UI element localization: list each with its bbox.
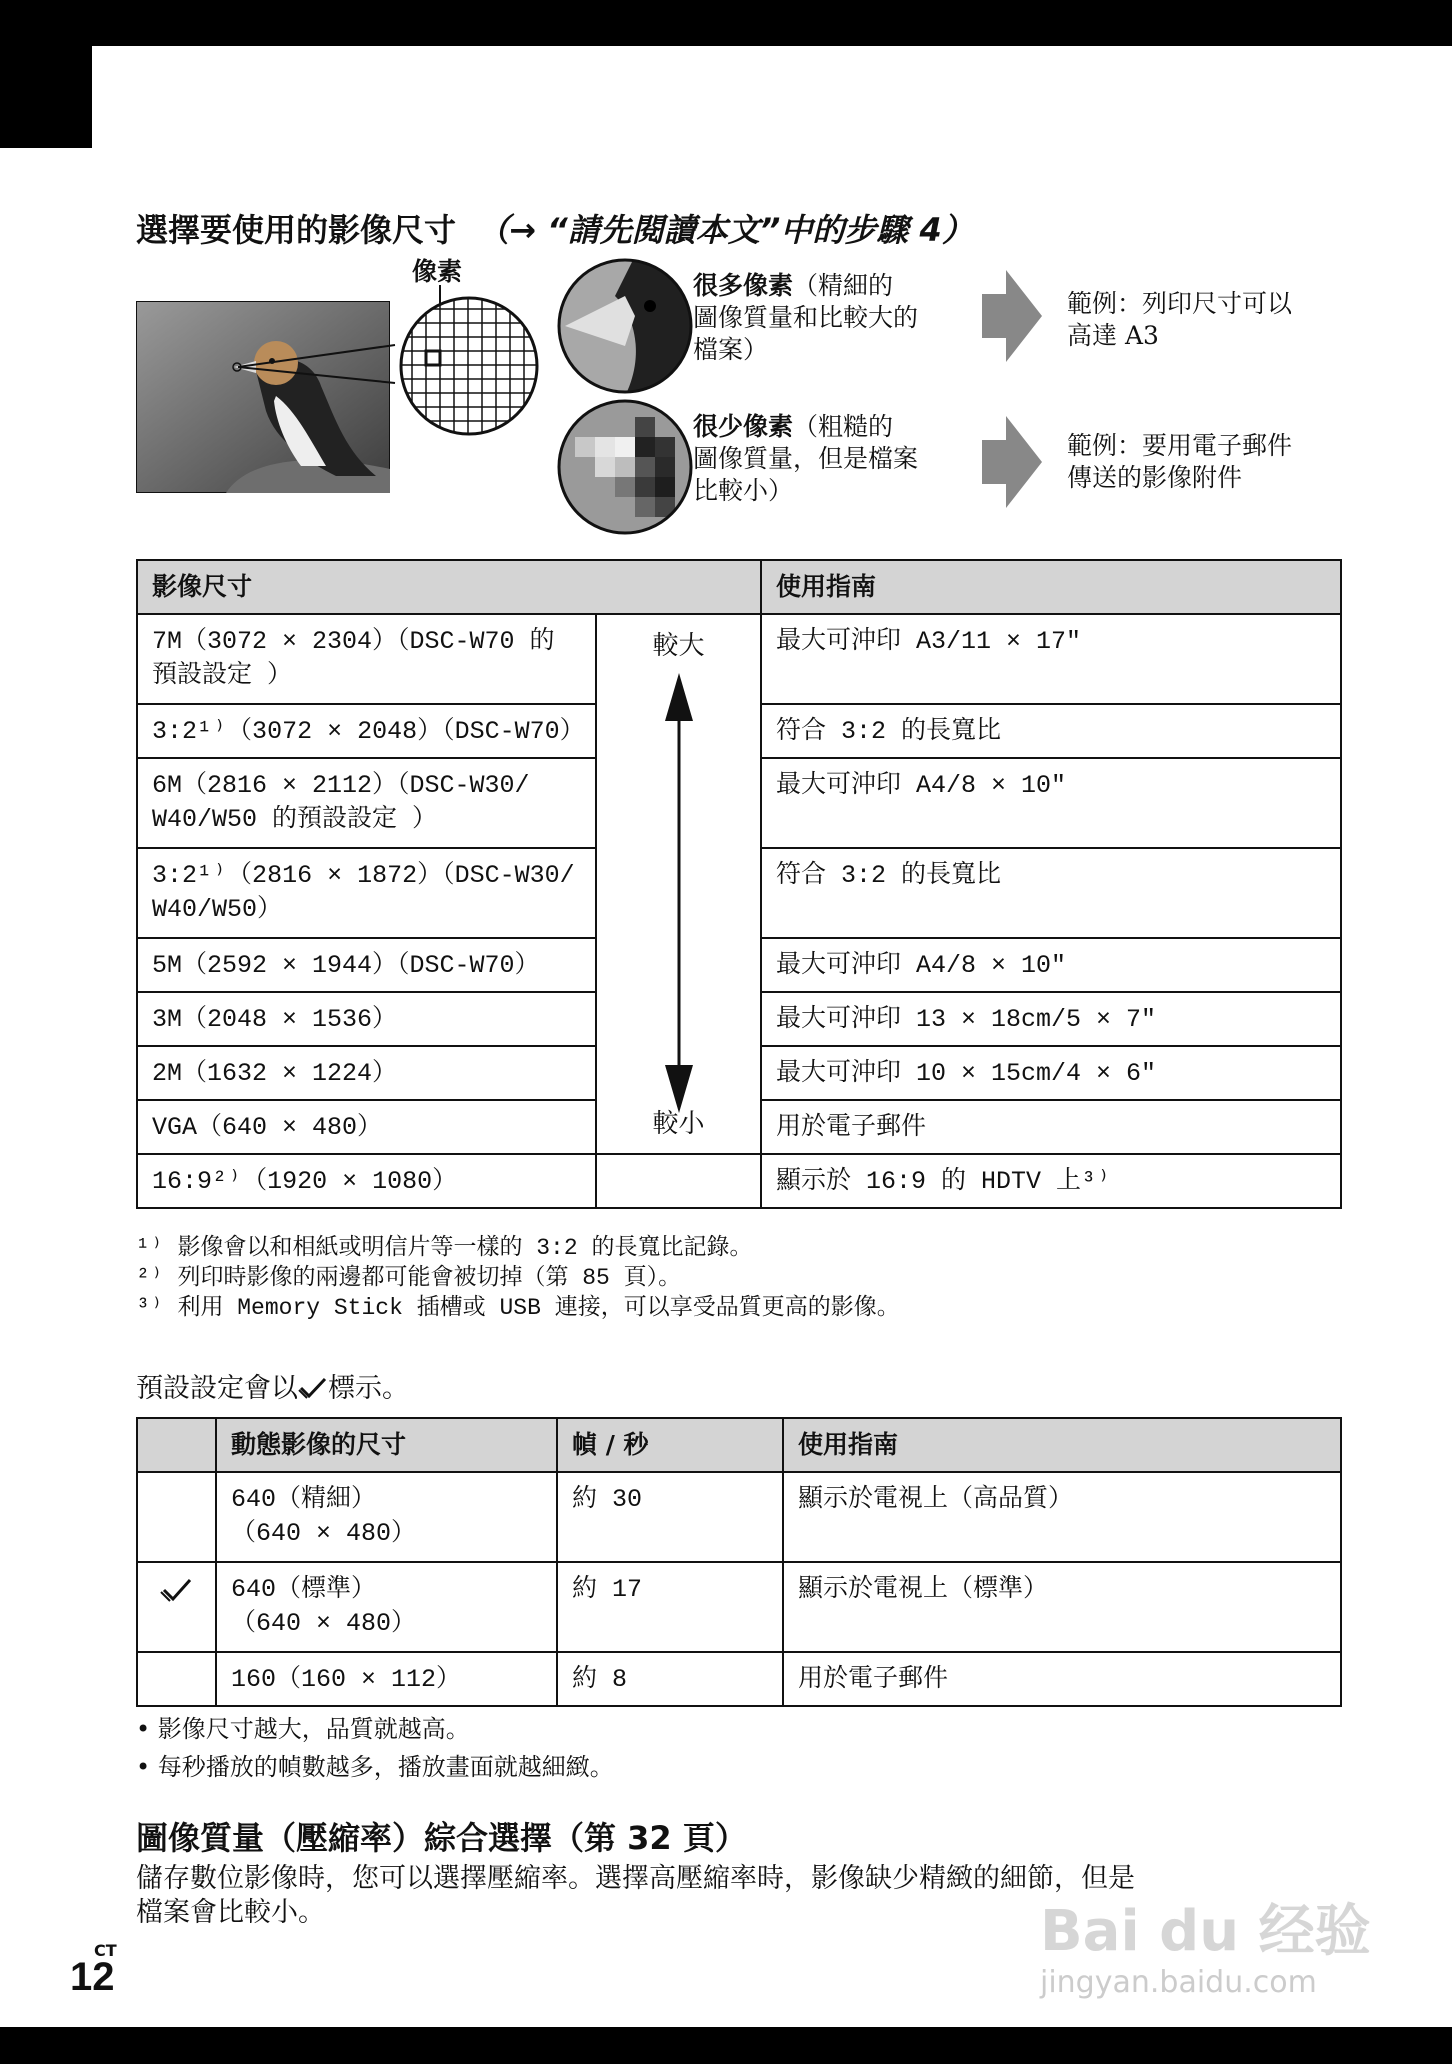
pixelated-image-circle	[555, 397, 695, 537]
page-language-code: CT	[94, 1941, 117, 1960]
default-setting-note: 預設設定會以 標示。	[136, 1373, 409, 1404]
section2-body: 儲存數位影像時，您可以選擇壓縮率。選擇高壓縮率時，影像缺少精緻的細節，但是 檔案會比較小。	[136, 1863, 1135, 1928]
empty-cell	[596, 1154, 761, 1208]
guide-cell: 用於電子郵件	[761, 1100, 1341, 1154]
table-row	[137, 1154, 1341, 1208]
size-cell: 6M（2816 × 2112）（DSC-W30/ W40/W50 的預設設定 ）	[137, 758, 596, 848]
top-black-bar	[0, 0, 1452, 46]
fps-cell: 約 30	[557, 1472, 783, 1562]
larger-label: 較大	[652, 631, 705, 661]
header-image-size: 影像尺寸	[137, 560, 761, 614]
footnote-2: ²⁾ 列印時影像的兩邊都可能會被切掉（第 85 頁）。	[136, 1265, 682, 1291]
bullet-item: • 影像尺寸越大，品質就越高。	[136, 1715, 470, 1743]
pixel-label: 像素	[412, 257, 463, 286]
header-usage-guide: 使用指南	[761, 560, 1341, 614]
arrow-right-icon	[982, 416, 1042, 508]
table-row	[137, 1562, 1341, 1652]
fps-cell: 約 17	[557, 1562, 783, 1652]
size-cell: 16:9²⁾（1920 × 1080）	[137, 1154, 596, 1208]
bottom-black-bar	[0, 2027, 1452, 2064]
size-cell: 3M（2048 × 1536）	[137, 992, 596, 1046]
movie-size-cell: 640（精細） （640 × 480）	[216, 1472, 557, 1562]
corner-tab	[0, 46, 92, 148]
header-movie-size: 動態影像的尺寸	[216, 1418, 557, 1472]
double-arrow-icon	[657, 673, 701, 1113]
size-cell: 3:2¹⁾（3072 × 2048）（DSC-W70）	[137, 704, 596, 758]
default-mark-cell	[137, 1652, 216, 1706]
bullet-item: • 每秒播放的幀數越多，播放畫面就越細緻。	[136, 1753, 614, 1781]
movie-guide-cell: 顯示於電視上（標準）	[783, 1562, 1341, 1652]
few-pixels-example: 範例：要用電子郵件 傳送的影像附件	[1067, 431, 1293, 492]
checkmark-icon	[298, 1376, 328, 1400]
header-fps: 幀 / 秒	[557, 1418, 783, 1472]
fps-cell: 約 8	[557, 1652, 783, 1706]
checkmark-icon	[160, 1577, 194, 1603]
size-cell: 2M（1632 × 1224）	[137, 1046, 596, 1100]
watermark-url: jingyan.baidu.com	[1040, 1965, 1317, 2000]
table-row	[137, 614, 1341, 704]
guide-cell: 最大可沖印 A4/8 × 10"	[761, 758, 1341, 848]
movie-size-cell: 160（160 × 112）	[216, 1652, 557, 1706]
bullet-list	[136, 1710, 614, 1786]
pixel-diagram	[0, 250, 1452, 530]
guide-cell: 最大可沖印 10 × 15cm/4 × 6"	[761, 1046, 1341, 1100]
default-mark-cell	[137, 1562, 216, 1652]
movie-guide-cell: 顯示於電視上（高品質）	[783, 1472, 1341, 1562]
guide-cell: 最大可沖印 A4/8 × 10"	[761, 938, 1341, 992]
smaller-label: 較小	[652, 1109, 705, 1139]
section2-title: 圖像質量（壓縮率）綜合選擇（第 32 頁）	[136, 1819, 747, 1857]
guide-cell: 符合 3:2 的長寬比	[761, 848, 1341, 938]
header-movie-guide: 使用指南	[783, 1418, 1341, 1472]
size-cell: 3:2¹⁾（2816 × 1872）（DSC-W30/ W40/W50）	[137, 848, 596, 938]
few-pixels-caption: 很少像素（粗糙的 圖像質量，但是檔案 比較小）	[693, 412, 919, 505]
guide-cell: 顯示於 16:9 的 HDTV 上³⁾	[761, 1154, 1341, 1208]
title-reference: （→ “請先閱讀本文”中的步驟 4）	[477, 211, 974, 249]
section-title: 選擇要使用的影像尺寸 （→ “請先閱讀本文”中的步驟 4）	[136, 211, 974, 249]
pixel-grid-magnifier	[398, 295, 540, 437]
movie-size-cell: 640（標準） （640 × 480）	[216, 1562, 557, 1652]
footnote-1: ¹⁾ 影像會以和相紙或明信片等一樣的 3:2 的長寬比記錄。	[136, 1235, 753, 1261]
footnote-3: ³⁾ 利用 Memory Stick 插槽或 USB 連接，可以享受品質更高的影像。	[136, 1295, 900, 1321]
footnotes	[136, 1233, 900, 1323]
size-cell: 7M（3072 × 2304）（DSC-W70 的 預設設定 ）	[137, 614, 596, 704]
header-default	[137, 1418, 216, 1472]
many-pixels-caption: 很多像素（精細的 圖像質量和比較大的 檔案）	[693, 271, 919, 364]
movie-size-table	[136, 1417, 1342, 1707]
arrow-right-icon	[982, 270, 1042, 362]
guide-cell: 符合 3:2 的長寬比	[761, 704, 1341, 758]
page-number: 12	[70, 1955, 115, 1999]
size-cell: 5M（2592 × 1944）（DSC-W70）	[137, 938, 596, 992]
table-row	[137, 1472, 1341, 1562]
sharp-image-circle	[555, 256, 695, 396]
table-row	[137, 1652, 1341, 1706]
image-size-table	[136, 559, 1342, 1209]
watermark-brand: Bai du 经验	[1040, 1899, 1371, 1964]
many-pixels-example: 範例：列印尺寸可以 高達 A3	[1067, 289, 1293, 350]
default-mark-cell	[137, 1472, 216, 1562]
guide-cell: 最大可沖印 A3/11 × 17"	[761, 614, 1341, 704]
size-cell: VGA（640 × 480）	[137, 1100, 596, 1154]
guide-cell: 最大可沖印 13 × 18cm/5 × 7"	[761, 992, 1341, 1046]
movie-guide-cell: 用於電子郵件	[783, 1652, 1341, 1706]
size-scale-cell	[596, 614, 761, 1154]
